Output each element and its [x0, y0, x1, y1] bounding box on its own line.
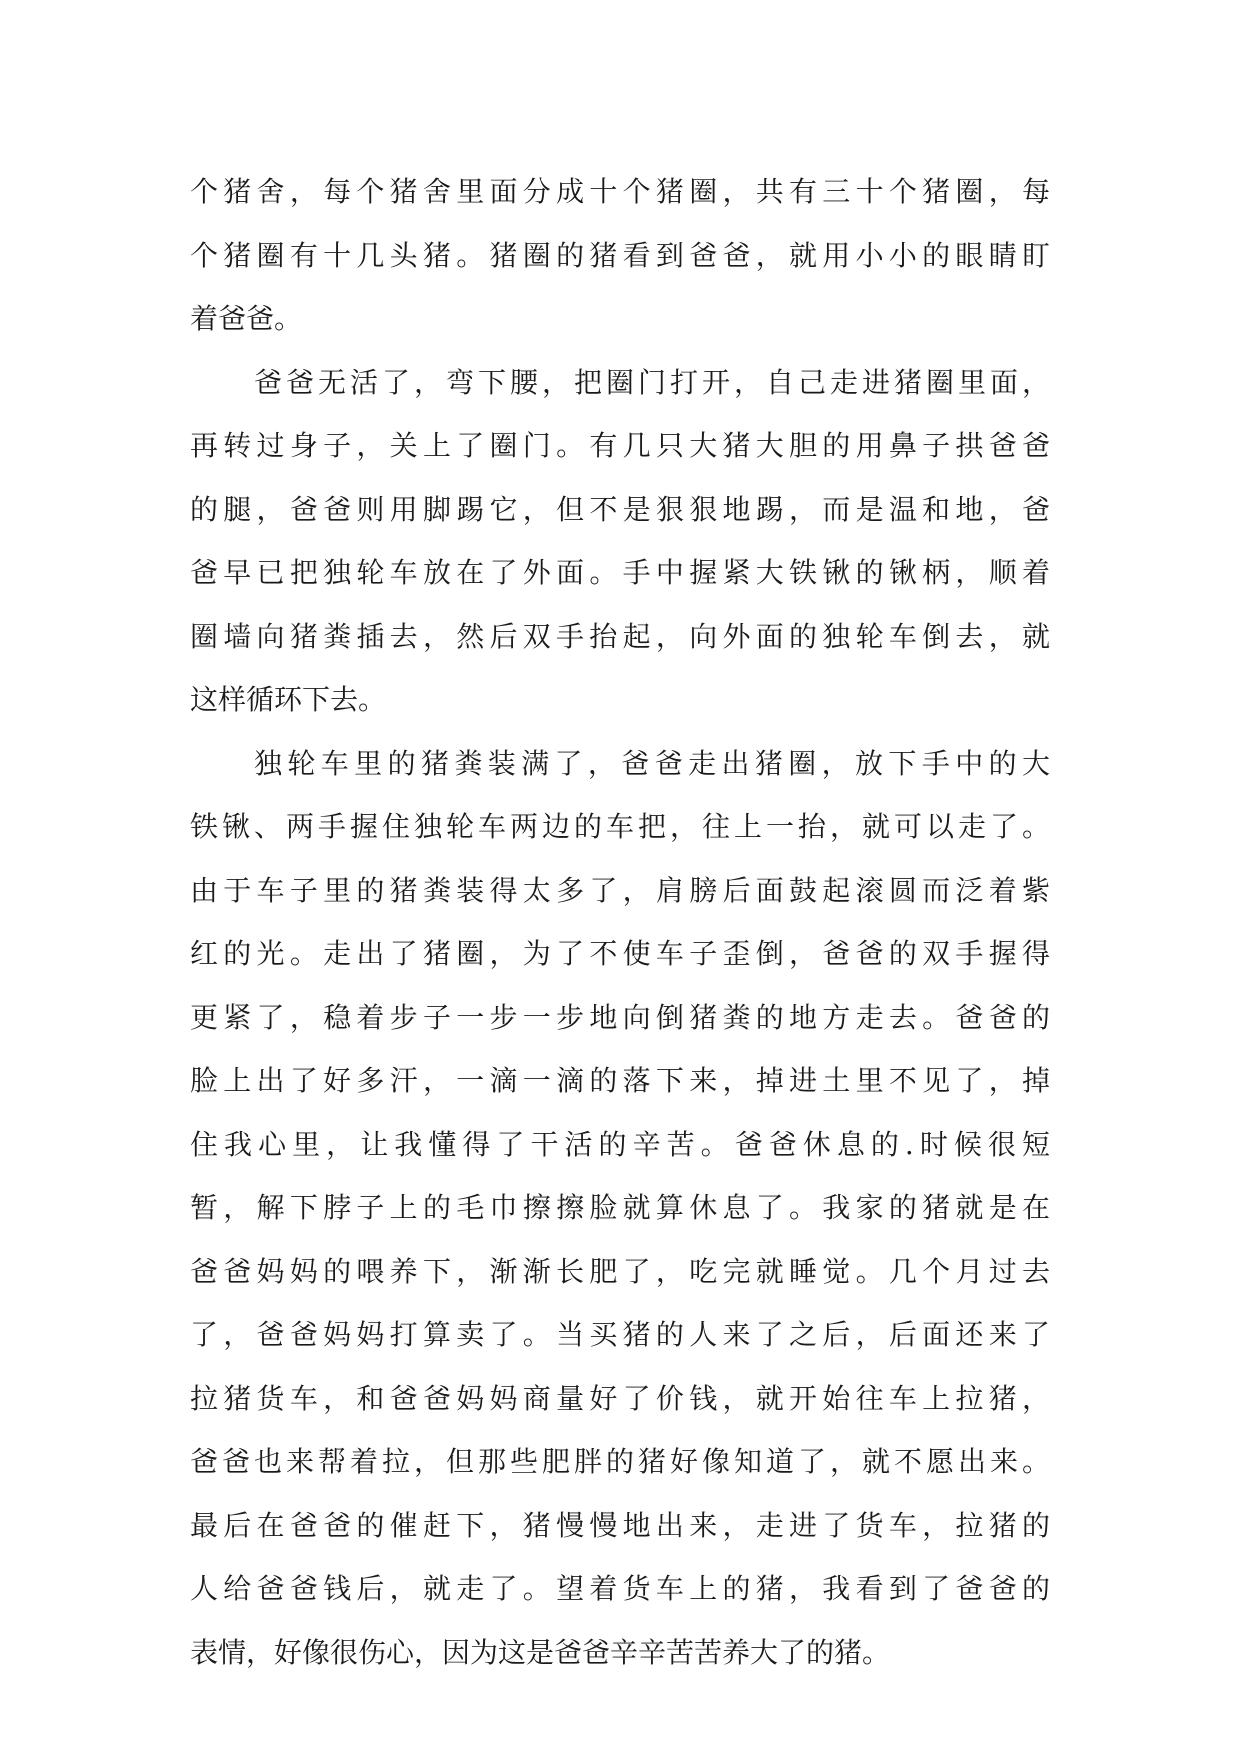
- text-line: 爸早已把独轮车放在了外面。手中握紧大铁锹的锹柄，顺着: [190, 556, 1050, 589]
- text-line: 了，爸爸妈妈打算卖了。当买猪的人来了之后，后面还来了: [190, 1318, 1050, 1351]
- paragraph-1: [190, 160, 1050, 351]
- text-line: 住我心里，让我懂得了干活的辛苦。爸爸休息的.时候很短: [190, 1127, 1050, 1161]
- text-line: 着爸爸。: [190, 302, 303, 335]
- text-line: 红的光。走出了猪圈，为了不使车子歪倒，爸爸的双手握得: [190, 937, 1050, 970]
- text-line: 表情，好像很伤心，因为这是爸爸辛辛苦苦养大了的猪。: [190, 1635, 891, 1669]
- text-line: 个猪舍，每个猪舍里面分成十个猪圈，共有三十个猪圈，每: [190, 175, 1050, 208]
- text-line: 由于车子里的猪粪装得太多了，肩膀后面鼓起滚圆而泛着紫: [190, 873, 1050, 907]
- text-line: 的腿，爸爸则用脚踢它，但不是狠狠地踢，而是温和地，爸: [190, 492, 1050, 526]
- text-line: 脸上出了好多汗，一滴一滴的落下来，掉进土里不见了，掉: [190, 1064, 1050, 1097]
- text-line: 最后在爸爸的催赶下，猪慢慢地出来，走进了货车，拉猪的: [190, 1508, 1050, 1542]
- text-line: 独轮车里的猪粪装满了，爸爸走出猪圈，放下手中的大: [254, 746, 1050, 780]
- paragraph-3: [190, 732, 1050, 1685]
- text-line: 这样循环下去。: [190, 683, 387, 716]
- text-line: 爸爸无活了，弯下腰，把圈门打开，自己走进猪圈里面，: [254, 365, 1050, 399]
- text-line: 拉猪货车，和爸爸妈妈商量好了价钱，就开始往车上拉猪，: [190, 1381, 1050, 1415]
- text-line: 铁锹、两手握住独轮车两边的车把，往上一抬，就可以走了。: [190, 810, 1050, 843]
- text-line: 爸爸也来帮着拉，但那些肥胖的猪好像知道了，就不愿出来。: [190, 1445, 1050, 1478]
- text-line: 爸爸妈妈的喂养下，渐渐长肥了，吃完就睡觉。几个月过去: [190, 1254, 1050, 1288]
- text-line: 再转过身子，关上了圈门。有几只大猪大胆的用鼻子拱爸爸: [190, 429, 1050, 462]
- paragraph-2: [190, 351, 1050, 732]
- document-page: [190, 160, 1050, 1684]
- text-line: 个猪圈有十几头猪。猪圈的猪看到爸爸，就用小小的眼睛盯: [190, 238, 1050, 272]
- text-line: 暂，解下脖子上的毛巾擦擦脸就算休息了。我家的猪就是在: [190, 1191, 1050, 1224]
- text-line: 人给爸爸钱后，就走了。望着货车上的猪，我看到了爸爸的: [190, 1572, 1050, 1605]
- text-line: 圈墙向猪粪插去，然后双手抬起，向外面的独轮车倒去，就: [190, 619, 1050, 653]
- text-line: 更紧了，稳着步子一步一步地向倒猪粪的地方走去。爸爸的: [190, 1000, 1050, 1034]
